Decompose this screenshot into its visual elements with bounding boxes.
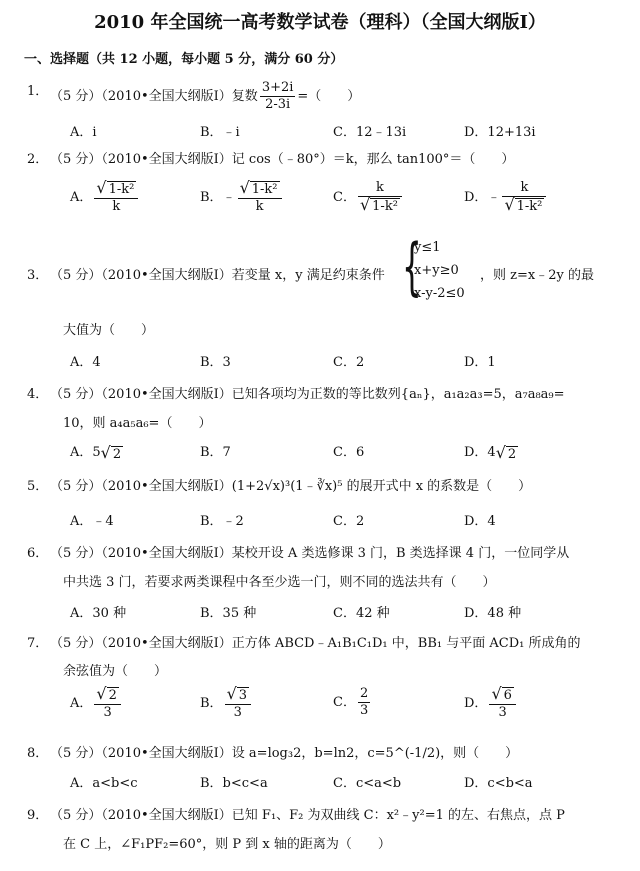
- question-6: [27, 542, 570, 561]
- option-c[interactable]: C．6: [333, 445, 365, 460]
- question-text: 若变量 x，y 满足约束条件: [231, 268, 385, 283]
- complex-fraction: $\frac{3+2i}{2-3i}$: [261, 80, 294, 112]
- option-a[interactable]: A．﹣4: [70, 514, 114, 529]
- question-3: [27, 264, 385, 283]
- question-1: 1． （5 分）（2010•全国大纲版Ⅰ）复数 $\frac{3+2i}{2-3i}$ =（ ）: [27, 80, 361, 112]
- question-text-continued: 中共选 3 门，若要求两类课程中各至少选一门，则不同的选法共有（ ）: [63, 575, 496, 590]
- question-text: 正方体 ABCD﹣A₁B₁C₁D₁ 中，BB₁ 与平面 ACD₁ 所成角的: [231, 636, 581, 651]
- question-text: (1+2√x)³(1﹣∛x)⁵ 的展开式中 x 的系数是（ ）: [231, 479, 532, 494]
- option-a[interactable]: A．5√ 2: [70, 443, 122, 462]
- source-tag: （5 分）（2010•全国大纲版Ⅰ）: [50, 479, 232, 494]
- question-number: 8．: [27, 746, 49, 761]
- question-number: 1．: [27, 84, 49, 99]
- question-number: 5．: [27, 479, 49, 494]
- source-tag: （5 分）（2010•全国大纲版Ⅰ）: [50, 808, 232, 823]
- source-tag: （5 分）（2010•全国大纲版Ⅰ）: [50, 152, 232, 167]
- option-b[interactable]: B．﹣i: [200, 125, 240, 140]
- source-tag: （5 分）（2010•全国大纲版Ⅰ）: [50, 546, 232, 561]
- option-a[interactable]: A．4: [70, 355, 101, 370]
- question-8: [27, 742, 519, 761]
- question-text: 已知 F₁、F₂ 为双曲线 C：x²﹣y²=1 的左、右焦点，点 P: [231, 808, 565, 823]
- question-text-continued: 大值为（ ）: [63, 323, 155, 338]
- question-number: 6．: [27, 546, 49, 561]
- question-text: 记 cos（﹣80°）＝k，那么 tan100°＝（ ）: [231, 152, 515, 167]
- question-2: [27, 148, 515, 167]
- option-b[interactable]: B．35 种: [200, 606, 257, 621]
- option-d[interactable]: D．4: [464, 514, 496, 529]
- question-number: 7．: [27, 636, 49, 651]
- brace-icon: {: [402, 230, 422, 303]
- source-tag: （5 分）（2010•全国大纲版Ⅰ）: [50, 387, 232, 402]
- page-title: 2010 年全国统一高考数学试卷（理科）（全国大纲版Ⅰ）: [94, 12, 546, 33]
- option-d[interactable]: D．4√ 2: [464, 443, 517, 462]
- section-heading: 一、选择题（共 12 小题，每小题 5 分，满分 60 分）: [24, 52, 344, 67]
- question-number: 9．: [27, 808, 49, 823]
- option-a[interactable]: A． $\frac{\text{√ 1-k²}}{k}$: [70, 180, 140, 215]
- option-c[interactable]: C．c<a<b: [333, 776, 402, 791]
- option-c[interactable]: C． $\frac{k}{\text{√ 1-k²}}$: [333, 180, 404, 215]
- option-c[interactable]: C．2: [333, 355, 365, 370]
- constraint-system: { y≤1 x+y≥0 x-y-2≤0: [402, 230, 465, 303]
- option-b[interactable]: B．﹣2: [200, 514, 244, 529]
- question-5: [27, 475, 532, 494]
- option-d[interactable]: D． $\frac{√ 6}{3}$: [464, 686, 518, 721]
- option-d[interactable]: D．48 种: [464, 606, 522, 621]
- option-b[interactable]: B．﹣ $\frac{\text{√ 1-k²}}{k}$: [200, 180, 284, 215]
- option-a[interactable]: A． $\frac{√ 2}{3}$: [70, 686, 123, 721]
- question-text-continued: 在 C 上，∠F₁PF₂=60°，则 P 到 x 轴的距离为（ ）: [63, 837, 391, 852]
- question-number: 3．: [27, 268, 49, 283]
- question-text: 设 a=log₃2，b=ln2，c=5^(-1/2)，则（ ）: [231, 746, 519, 761]
- option-c[interactable]: C．12﹣13i: [333, 125, 407, 140]
- option-d[interactable]: D．12+13i: [464, 125, 536, 140]
- option-b[interactable]: B．7: [200, 445, 231, 460]
- question-text: 已知各项均为正数的等比数列{aₙ}，a₁a₂a₃=5，a₇a₈a₉=: [231, 387, 565, 402]
- option-b[interactable]: B． $\frac{√ 3}{3}$: [200, 686, 253, 721]
- option-a[interactable]: A．30 种: [70, 606, 127, 621]
- question-text: 某校开设 A 类选修课 3 门，B 类选择课 4 门，一位同学从: [231, 546, 570, 561]
- option-c[interactable]: C．2: [333, 514, 365, 529]
- source-tag: （5 分）（2010•全国大纲版Ⅰ）: [50, 89, 232, 104]
- question-text-tail: ，则 z=x﹣2y 的最: [480, 268, 594, 283]
- source-tag: （5 分）（2010•全国大纲版Ⅰ）: [50, 636, 232, 651]
- question-text-continued: 10，则 a₄a₅a₆=（ ）: [63, 416, 212, 431]
- question-4: [27, 383, 565, 402]
- source-tag: （5 分）（2010•全国大纲版Ⅰ）: [50, 268, 232, 283]
- question-text: 复数: [231, 89, 258, 104]
- question-9: [27, 804, 565, 823]
- question-number: 2．: [27, 152, 49, 167]
- option-b[interactable]: B．b<c<a: [200, 776, 268, 791]
- option-b[interactable]: B．3: [200, 355, 231, 370]
- question-text-continued: 余弦值为（ ）: [63, 664, 168, 679]
- option-c[interactable]: C．42 种: [333, 606, 390, 621]
- option-a[interactable]: A．i: [70, 125, 97, 140]
- option-a[interactable]: A．a<b<c: [70, 776, 138, 791]
- option-d[interactable]: D．1: [464, 355, 496, 370]
- option-c[interactable]: C． $\frac{2}{3}$: [333, 686, 369, 718]
- option-d[interactable]: D．﹣ $\frac{k}{\text{√ 1-k²}}$: [464, 180, 548, 215]
- source-tag: （5 分）（2010•全国大纲版Ⅰ）: [50, 746, 232, 761]
- option-d[interactable]: D．c<b<a: [464, 776, 533, 791]
- question-number: 4．: [27, 387, 49, 402]
- question-7: [27, 632, 581, 651]
